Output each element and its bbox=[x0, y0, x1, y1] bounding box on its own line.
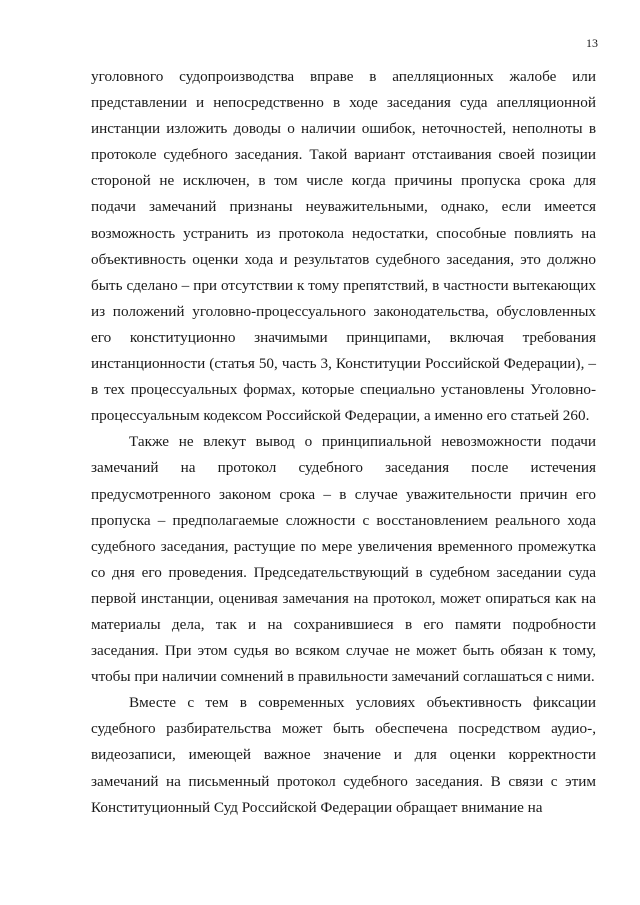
paragraph-objections-after-deadline: Также не влекут вывод о принципиальной невозможности подачи замечаний на протокол судебного заседания после истечения предусмотренного законом срока – в случае уважительности причин его пропуска – предполагаемые сложности с восстановлением реального хода судебного заседания, растущие по мере увеличения временного промежутка со дня его проведения. Председательствующий в судебном заседании суда первой инстанции, оценивая замечания на протокол, может опираться как на материалы дела, так и на сохранившиеся в его памяти подробности заседания. При этом судья во всяком случае не может быть обязан к тому, чтобы при наличии сомнений в правильности замечаний соглашаться с ними. bbox=[91, 433, 596, 686]
page-number: 13 bbox=[586, 36, 598, 50]
paragraph-audio-video-recording: Вместе с тем в современных условиях объективность фиксации судебного разбирательства может быть обеспечена посредством аудио-, видеозаписи, имеющей важное значение и для оценки корректности замечаний на письменный протокол судебного заседания. В связи с этим Конституционный Суд Российской Федерации обращает внимание на bbox=[91, 694, 596, 816]
document-body bbox=[91, 64, 596, 821]
paragraph-continuation: уголовного судопроизводства вправе в апелляционных жалобе или представлении и непосредственно в ходе заседания суда апелляционной инстанции изложить доводы о наличии ошибок, неточностей, неполноты в протоколе судебного заседания. Такой вариант отстаивания своей позиции стороной не исключен, в том числе когда причины пропуска срока для подачи замечаний признаны неуважительными, однако, если имеется возможность устранить из протокола недостатки, способные повлиять на объективность оценки хода и результатов судебного заседания, это должно быть сделано – при отсутствии к тому препятствий, в частности вытекающих из положений уголовно-процессуального законодательства, обусловленных его конституционно значимыми принципами, включая требования инстанционности (статья 50, часть 3, Конституции Российской Федерации), – в тех процессуальных формах, которые специально установлены Уголовно-процессуальным кодексом Российской Федерации, а именно его статьей 260. bbox=[91, 68, 596, 425]
